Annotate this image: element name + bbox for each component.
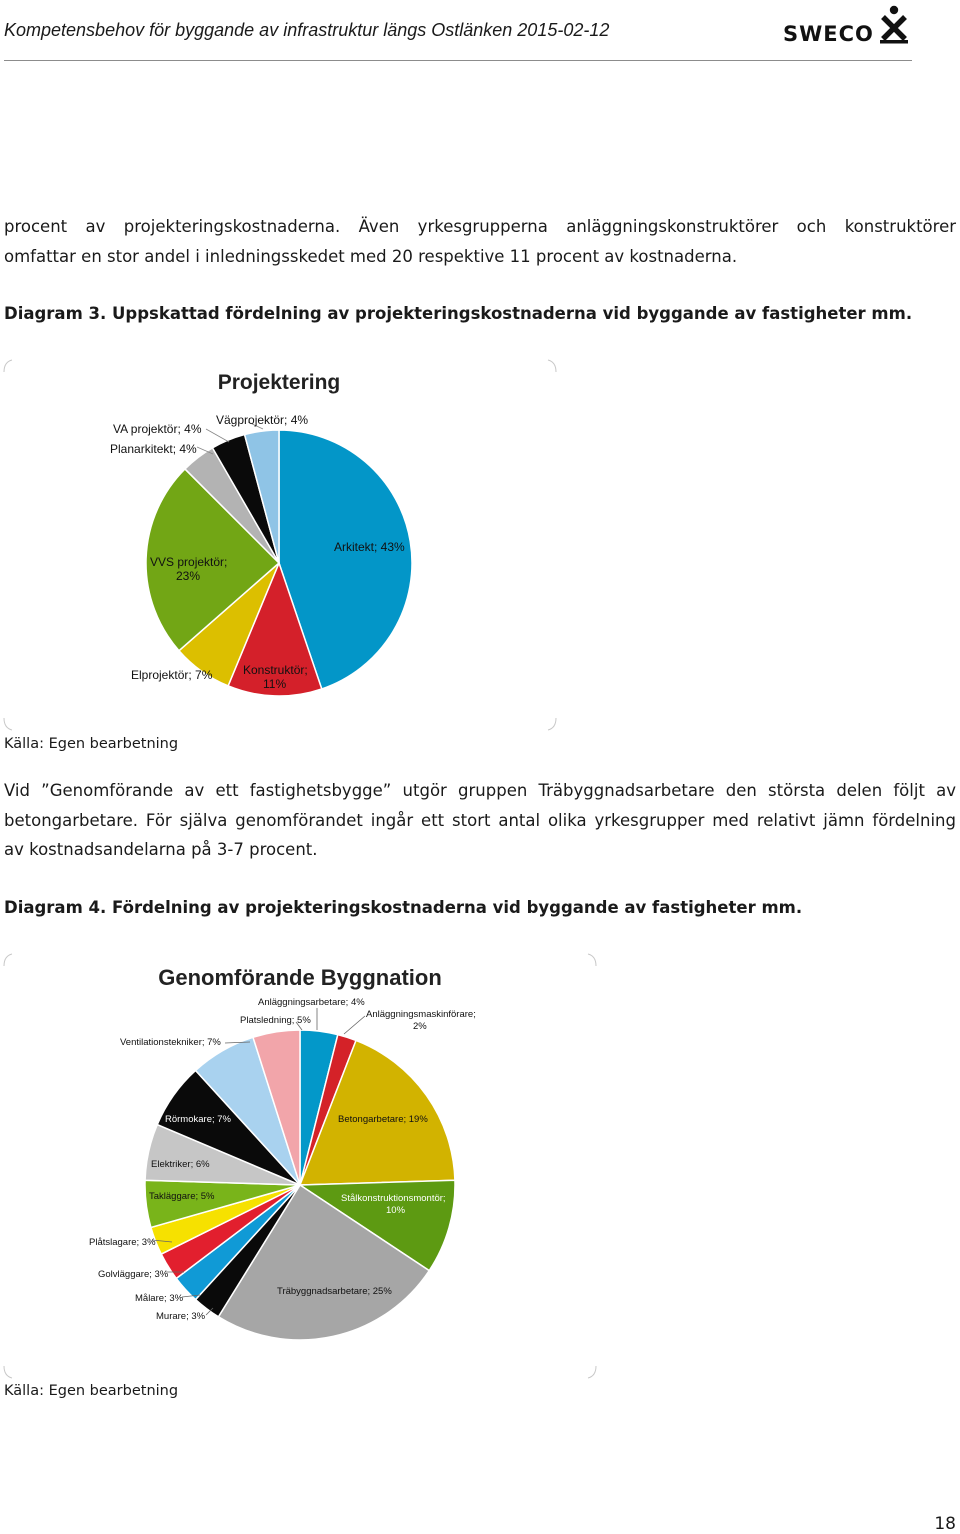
diagram3-source: Källa: Egen bearbetning bbox=[4, 736, 179, 752]
slice-label-konstruktor-line2: 11% bbox=[263, 677, 287, 691]
diagram4-source: Källa: Egen bearbetning bbox=[4, 1383, 179, 1399]
slice-label-elektriker: Elektriker; 6% bbox=[151, 1159, 210, 1170]
diagram3-caption: Diagram 3. Uppskattad fördelning av projekteringskostnaderna vid byggande av fastigheter mm. bbox=[4, 304, 913, 323]
slice-label-va-projektor: VA projektör; 4% bbox=[113, 422, 202, 436]
paragraph-line: betongarbetare. För själva genomförandet ingår ett stort antal olika yrkesgrupper med relativt jämn fördelning bbox=[4, 810, 956, 830]
slice-label-trabyggnadsarbetare: Träbyggnadsarbetare; 25% bbox=[277, 1286, 392, 1297]
paragraph-line: Vid ”Genomförande av ett fastighetsbygge” utgör gruppen Träbyggnadsarbetare den största delen följt av bbox=[4, 781, 956, 800]
paragraph-genomforande bbox=[4, 776, 956, 865]
slice-label-golvlaggare: Golvläggare; 3% bbox=[98, 1269, 169, 1280]
slice-label-stalkonstruktion-line2: 10% bbox=[386, 1205, 406, 1216]
slice-label-anlaggningsmaskinforare-line1: Anläggningsmaskinförare; bbox=[366, 1009, 476, 1020]
slice-label-murare: Murare; 3% bbox=[156, 1311, 206, 1322]
chart-projektering bbox=[0, 356, 560, 739]
slice-label-elprojektor: Elprojektör; 7% bbox=[131, 668, 213, 682]
slice-label-rormokare: Rörmokare; 7% bbox=[165, 1114, 231, 1125]
slice-label-betongarbetare: Betongarbetare; 19% bbox=[338, 1114, 428, 1125]
header-divider bbox=[4, 60, 912, 61]
slice-label-arkitekt: Arkitekt; 43% bbox=[334, 540, 405, 554]
sweco-logo-icon bbox=[879, 4, 911, 44]
logo-text: SWECO bbox=[783, 22, 874, 46]
document-title: Kompetensbehov för byggande av infrastruktur längs Ostlänken 2015-02-12 bbox=[4, 20, 610, 40]
diagram4-caption: Diagram 4. Fördelning av projekteringskostnaderna vid byggande av fastigheter mm. bbox=[4, 898, 803, 917]
slice-label-anlaggningsarbetare: Anläggningsarbetare; 4% bbox=[258, 997, 365, 1008]
slice-label-vvs-line1: VVS projektör; bbox=[150, 555, 228, 569]
slice-label-planarkitekt: Planarkitekt; 4% bbox=[110, 442, 197, 456]
paragraph-line: omfattar en stor andel i inledningsskedet med 20 respektive 11 procent av kostnaderna. bbox=[4, 246, 738, 266]
page-number: 18 bbox=[934, 1514, 956, 1534]
paragraph-line: procent av projekteringskostnaderna. Även yrkesgrupperna anläggningskonstruktörer och konstruktörer bbox=[4, 217, 956, 236]
paragraph-intro bbox=[4, 212, 956, 271]
paragraph-line: av kostnadsandelarna på 3-7 procent. bbox=[4, 840, 318, 859]
chart-title: Genomförande Byggnation bbox=[158, 965, 442, 990]
slice-label-ventilationstekniker: Ventilationstekniker; 7% bbox=[120, 1037, 221, 1048]
sweco-logo bbox=[783, 4, 913, 48]
slice-label-vvs-line2: 23% bbox=[176, 569, 201, 583]
slice-label-malare: Målare; 3% bbox=[135, 1293, 184, 1304]
pie-chart-projektering bbox=[0, 356, 560, 734]
slice-label-platslagare: Plåtslagare; 3% bbox=[89, 1237, 156, 1248]
slice-label-taklaggare: Takläggare; 5% bbox=[149, 1191, 215, 1202]
chart-genomforande bbox=[0, 950, 600, 1385]
chart-title: Projektering bbox=[217, 371, 341, 394]
slice-label-anlaggningsmaskinforare-line2: 2% bbox=[413, 1021, 427, 1032]
slice-label-konstruktor-line1: Konstruktör; bbox=[243, 663, 308, 677]
pie-chart-genomforande bbox=[0, 950, 600, 1380]
slice-label-platsledning: Platsledning; 5% bbox=[240, 1015, 311, 1026]
slice-label-vagprojektor: Vägprojektör; 4% bbox=[216, 413, 309, 427]
slice-label-stalkonstruktion-line1: Stålkonstruktionsmontör; bbox=[341, 1193, 446, 1204]
